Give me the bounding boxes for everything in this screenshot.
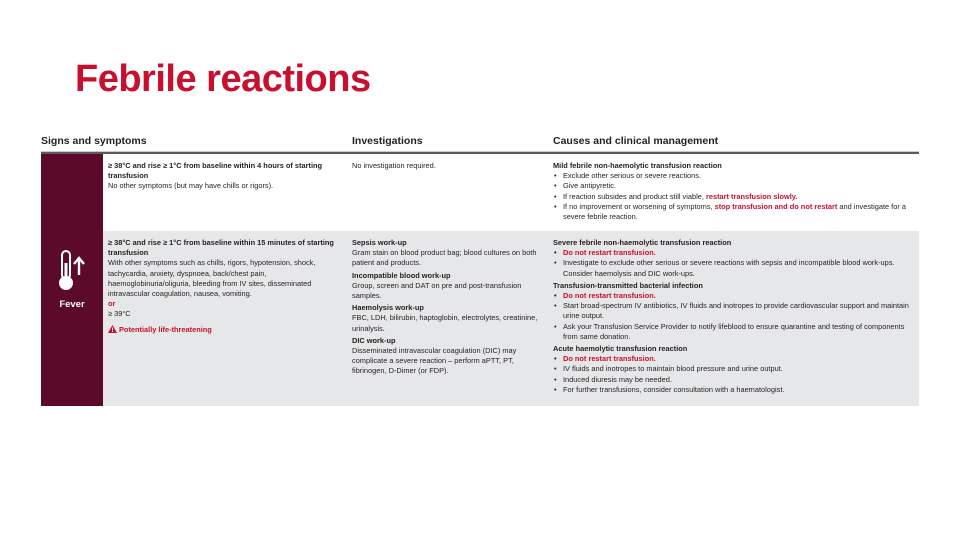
severe-fnhtr-title: Severe febrile non-haemolytic transfusion reaction [553, 238, 732, 247]
sepsis-workup-title: Sepsis work-up [352, 238, 407, 247]
list-item [553, 202, 915, 222]
severe-signs-cell [108, 238, 340, 335]
list-item: • Ask your Transfusion Service Provider to notify lifeblood to ensure quarantine and testing of components from same donation. [553, 322, 915, 342]
dic-workup-title: DIC work-up [352, 335, 396, 345]
table-row-severe [41, 231, 919, 406]
list-item: • Do not restart transfusion. [553, 248, 915, 258]
list-item: • Give antipyretic. [553, 181, 915, 191]
bullet-text: If no improvement or worsening of symptoms, [563, 201, 715, 211]
mild-signs-cell [108, 161, 340, 192]
list-item: • For further transfusions, consider consultation with a haematologist. [553, 385, 915, 395]
haemolysis-workup-text: FBC, LDH, bilirubin, haptoglobin, electrolytes, creatinine, urinalysis. [352, 313, 538, 333]
fever-label: Fever [59, 299, 85, 310]
page-title: Febrile reactions [75, 58, 371, 100]
severe-investigations-cell [352, 238, 540, 377]
mild-signs-text: No other symptoms (but may have chills or rigors). [108, 181, 274, 191]
list-item: • Do not restart transfusion. [553, 354, 915, 364]
febrile-reactions-table [41, 133, 919, 406]
list-item: • Start broad-spectrum IV antibiotics, IV fluids and inotropes to provide cardiovascular support and maintain urine output. [553, 301, 915, 321]
bullet-text: and investigate for a severe febrile reaction. [563, 201, 906, 222]
table-row-mild [41, 152, 919, 231]
incompatible-blood-workup-title: Incompatible blood work-up [352, 270, 451, 280]
bacterial-infection-list [553, 291, 915, 342]
header-causes: Causes and clinical management [553, 135, 719, 147]
header-investigations: Investigations [352, 135, 423, 147]
list-item: • Do not restart transfusion. [553, 291, 915, 301]
bullet-text: If reaction subsides and product still viable, [563, 191, 706, 201]
mild-investigation-text: No investigation required. [352, 161, 436, 170]
temperature-threshold: ≥ 39°C [108, 309, 131, 319]
thermometer-rising-icon [57, 249, 87, 293]
warning-triangle-icon [108, 325, 117, 333]
row-sidebar-fever [41, 231, 103, 406]
haemolytic-reaction-title: Acute haemolytic transfusion reaction [553, 344, 688, 354]
list-item: • IV fluids and inotropes to maintain blood pressure and urine output. [553, 364, 915, 374]
mild-management-list [553, 171, 915, 222]
bacterial-infection-title: Transfusion-transmitted bacterial infection [553, 280, 703, 290]
haemolysis-workup-title: Haemolysis work-up [352, 303, 424, 313]
dic-workup-text: Disseminated intravascular coagulation (DIC) may complicate a severe reaction – perform aPTT, PT, fibrinogen, D-Dimer (or FDP). [352, 346, 517, 376]
haemolytic-reaction-list [553, 354, 915, 395]
sepsis-workup-text: Gram stain on blood product bag; blood cultures on both patient and products. [352, 248, 537, 268]
restart-slowly-text: restart transfusion slowly. [705, 191, 798, 201]
severe-causes-cell [553, 238, 915, 395]
severe-signs-criteria: ≥ 38°C and rise ≥ 1°C from baseline within 15 minutes of starting transfusion [108, 238, 334, 258]
severe-signs-text: With other symptoms such as chills, rigors, hypotension, shock, tachycardia, anxiety, dyspnoea, back/chest pain, haemoglobinuria/oliguria, bleeding from IV sites, disseminated intravascular coagulation, nausea, vomiting. [108, 258, 316, 299]
life-threatening-warning [108, 325, 340, 335]
table-header [41, 133, 919, 152]
stop-transfusion-text: stop transfusion and do not restart [714, 201, 838, 211]
mild-signs-criteria: ≥ 38°C and rise ≥ 1°C from baseline within 4 hours of starting transfusion [108, 161, 323, 181]
list-item: • Induced diuresis may be needed. [553, 375, 915, 385]
mild-cause-title: Mild febrile non-haemolytic transfusion reaction [553, 161, 722, 170]
row-sidebar [41, 154, 103, 231]
mild-investigation-cell [352, 161, 540, 171]
incompatible-blood-workup-text: Group, screen and DAT on pre and post-transfusion samples. [352, 280, 522, 301]
list-item: • Exclude other serious or severe reactions. [553, 171, 915, 181]
header-signs: Signs and symptoms [41, 135, 147, 147]
list-item: • Investigate to exclude other serious or severe reactions with sepsis and incompatible blood work-ups. Consider haemolysis and DIC work-ups. [553, 258, 915, 278]
severe-fnhtr-list [553, 248, 915, 279]
or-label: or [108, 299, 116, 309]
warning-text: Potentially life-threatening [119, 324, 212, 334]
list-item [553, 192, 915, 202]
mild-causes-cell [553, 161, 915, 222]
